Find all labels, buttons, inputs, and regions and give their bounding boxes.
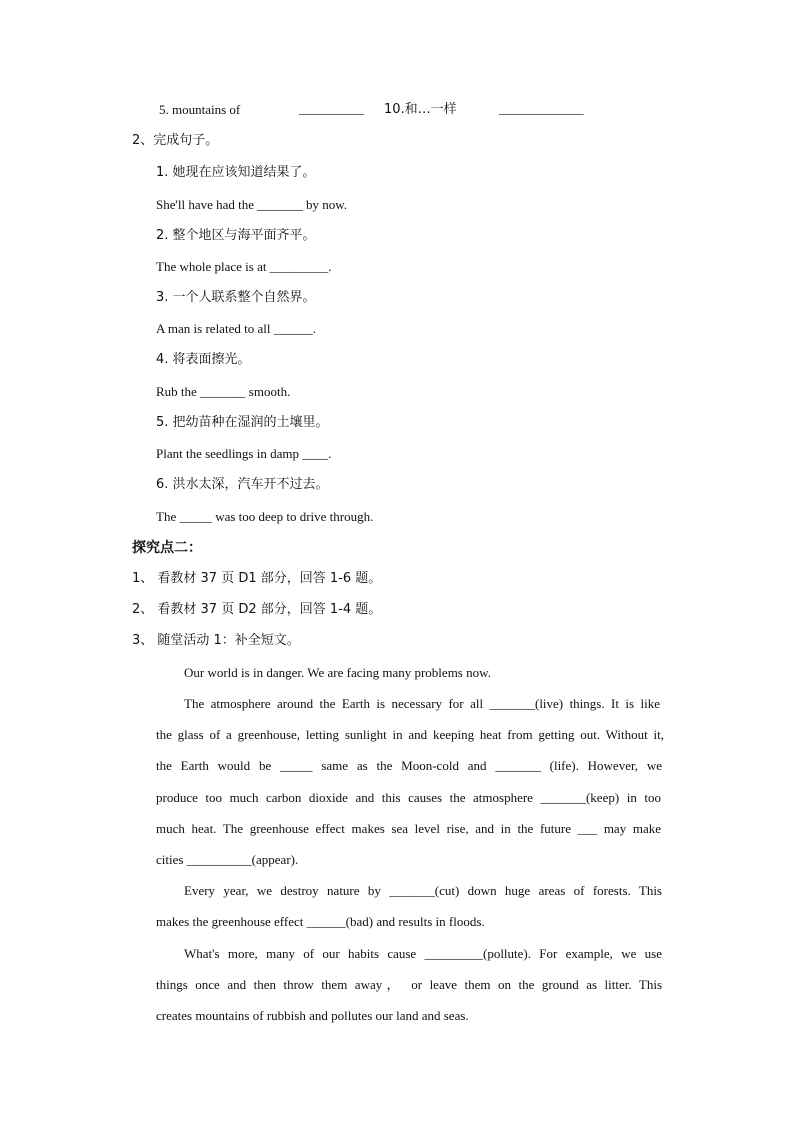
sentence-3-en[interactable]: A man is related to all ______.	[156, 321, 316, 336]
sentence-6-en[interactable]: The _____ was too deep to drive through.	[156, 509, 374, 524]
passage-line-5[interactable]: produce too much carbon dioxide and this causes the atmosphere _______(keep) in too	[156, 790, 661, 805]
explore-2-heading: 探究点二：	[132, 540, 202, 556]
sentence-3-zh: 3. 一个人联系整个自然界。	[156, 290, 316, 305]
passage-line-9[interactable]: makes the greenhouse effect ______(bad) and results in floods.	[156, 914, 485, 929]
passage-line-1: Our world is in danger. We are facing many problems now.	[184, 665, 491, 680]
passage-line-2[interactable]: The atmosphere around the Earth is necessary for all _______(live) things. It is like	[184, 696, 660, 711]
explore-task-2: 2、 看教材 37 页 D2 部分，回答 1-4 题。	[132, 602, 382, 617]
section-2-heading: 2、完成句子。	[132, 133, 219, 148]
sentence-6-zh: 6. 洪水太深，汽车开不过去。	[156, 477, 329, 492]
sentence-1-zh: 1. 她现在应该知道结果了。	[156, 165, 316, 180]
passage-line-11: things once and then throw them away， or leave them on the ground as litter. This	[156, 977, 662, 992]
sentence-5-en[interactable]: Plant the seedlings in damp ____.	[156, 446, 332, 461]
passage-line-7[interactable]: cities __________(appear).	[156, 852, 299, 867]
sentence-2-zh: 2. 整个地区与海平面齐平。	[156, 228, 316, 243]
vocab-item-10: 10.和…一样	[384, 102, 457, 117]
vocab-item-10-blank[interactable]: _____________	[499, 101, 584, 116]
vocab-item-5: 5. mountains of	[159, 102, 241, 117]
explore-task-1: 1、 看教材 37 页 D1 部分，回答 1-6 题。	[132, 571, 382, 586]
passage-line-3: the glass of a greenhouse, letting sunlight in and keeping heat from getting out. Without it,	[156, 727, 664, 742]
sentence-1-en[interactable]: She'll have had the _______ by now.	[156, 197, 348, 212]
passage-line-10[interactable]: What's more, many of our habits cause _________(pollute). For example, we use	[184, 946, 662, 961]
passage-line-8[interactable]: Every year, we destroy nature by _______(cut) down huge areas of forests. This	[184, 883, 662, 898]
sentence-4-zh: 4. 将表面擦光。	[156, 352, 251, 367]
explore-task-3: 3、 随堂活动 1：补全短文。	[132, 633, 300, 648]
passage-line-6[interactable]: much heat. The greenhouse effect makes sea level rise, and in the future ___ may make	[156, 821, 661, 836]
sentence-4-en[interactable]: Rub the _______ smooth.	[156, 384, 291, 399]
vocab-item-5-blank[interactable]: __________	[299, 101, 364, 116]
passage-line-4[interactable]: the Earth would be _____ same as the Moon-cold and _______ (life). However, we	[156, 758, 662, 773]
sentence-2-en[interactable]: The whole place is at _________.	[156, 259, 332, 274]
passage-line-12: creates mountains of rubbish and pollutes our land and seas.	[156, 1008, 469, 1023]
sentence-5-zh: 5. 把幼苗种在湿润的土壤里。	[156, 415, 329, 430]
